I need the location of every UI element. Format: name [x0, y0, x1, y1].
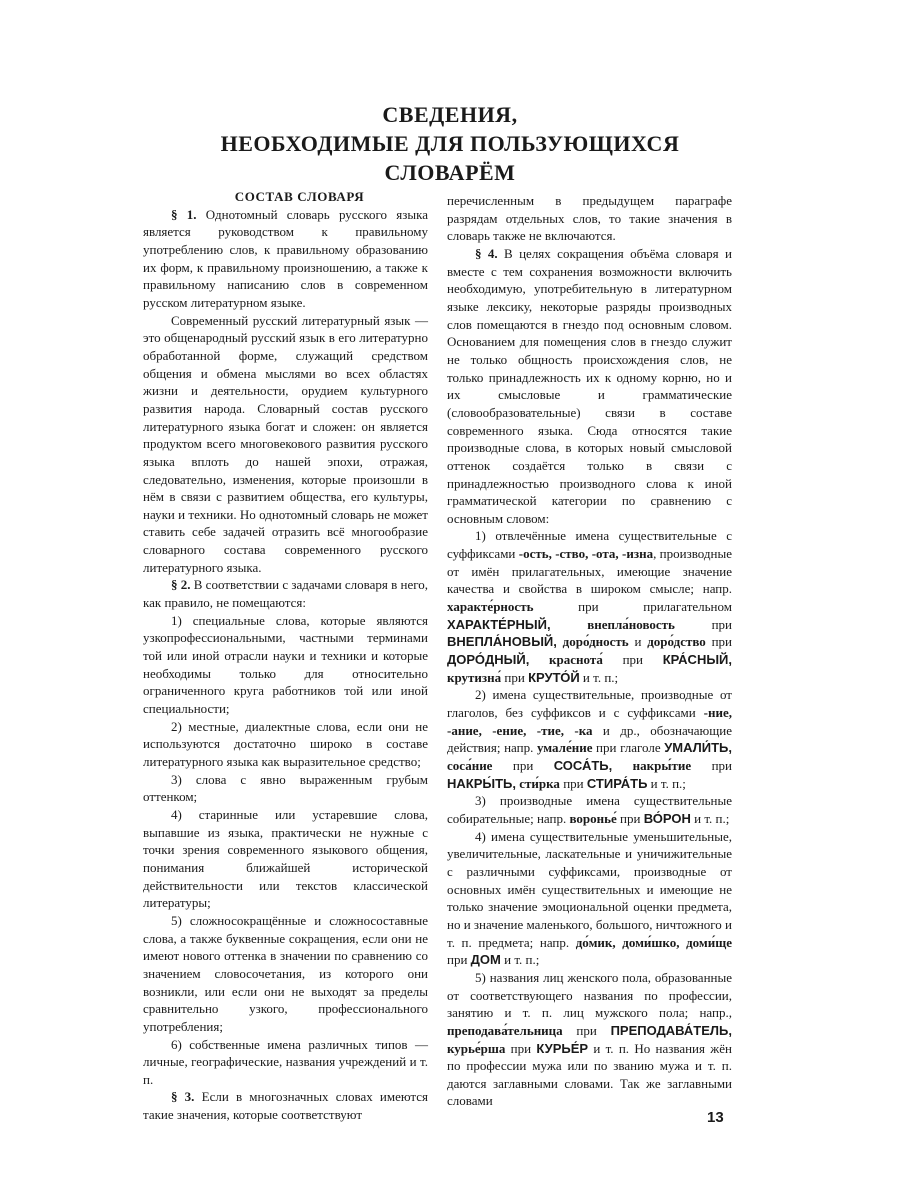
- headword-example: накры́тие: [632, 758, 692, 773]
- continued-paragraph: перечисленным в предыдущем параграфе разрядам отдельных слов, то такие значения в словарь также не включаются.: [447, 193, 732, 244]
- title-line-3: СЛОВАРЁМ: [384, 160, 516, 185]
- list-item-2: 2) местные, диалектные слова, если они не используются достаточно широко в составе литературного языка как выразительное средство;: [143, 718, 428, 769]
- paragraph-3: [143, 576, 428, 611]
- category-item-5: 5) названия лиц женского пола, образованные от соответствующего названия по профессии, занятию и т. п. лиц мужского пола; напр., преподава́тельница при ПРЕПОДАВА́ТЕЛЬ, курье́рша при КУРЬЕ́Р и т. п. Но названия жён по профессии мужа или по званию мужа и т. п. даются заглавными словами. Так же заглавными словами: [447, 969, 732, 1109]
- paragraph-number: § 2.: [171, 577, 191, 593]
- headword-example: до́мик, доми́шко,: [575, 934, 680, 950]
- paragraph-text: В целях сокращения объёма словаря и вместе с тем сохранения возможности включить необходимую, употребительную в литературном языке лексику, некоторые разряды производных слов помещаются в гнездо под основным словом. Основанием для помещения слов в гнездо служит не только общность происхождения слов, не только принадлежность их к одному корню, но и их смысловые и грамматические (словообразовательные) связи в составе современного языка. Сюда относятся такие производные слова, в которых новый смысловой оттенок создаётся только в связи с принадлежностью производного слова к иной грамматической категории по сравнению с основным словом:: [447, 245, 732, 526]
- capital-headword: ВО́РОН: [643, 810, 691, 826]
- paragraph-text: Однотомный словарь русского языка является руководством к правильному употреблению слов, к правильному образованию их форм, к правильному произношению, а также к правильному написанию слов в современном русском литературном языке.: [143, 206, 429, 310]
- paragraph-number: § 1.: [171, 206, 197, 222]
- list-item-6: 6) собственные имена различных типов — личные, географические, названия учреждений и т. п.: [143, 1036, 428, 1087]
- capital-headword: СОСА́ТЬ,: [553, 758, 613, 773]
- suffix-list: -ость, -ство, -ота, -изна: [518, 546, 654, 562]
- capital-headword: ДОРО́ДНЫЙ,: [447, 652, 530, 668]
- headword-example: умале́ние: [536, 740, 593, 756]
- capital-headword: КУРЬЕ́Р: [536, 1040, 589, 1056]
- list-item-4: 4) старинные или устаревшие слова, выпавшие из языка, практически не нужные с точки зрения современного языкового общения, понимания ближайшей исторической действительности или текстов классической литературы;: [143, 806, 428, 911]
- capital-headword: КРУТО́Й: [528, 669, 580, 685]
- headword-example: преподава́тельница: [447, 1022, 563, 1038]
- title-line-2: НЕОБХОДИМЫЕ ДЛЯ ПОЛЬЗУЮЩИХСЯ: [220, 131, 680, 156]
- page-number: 13: [707, 1109, 724, 1126]
- capital-headword: ПРЕПОДАВА́ТЕЛЬ,: [610, 1022, 732, 1038]
- capital-headword: СТИРА́ТЬ: [586, 775, 648, 791]
- capital-headword: ХАРАКТЕ́РНЫЙ,: [447, 616, 551, 632]
- category-item-2: 2) имена существительные, производные от глаголов, без суффиксов и с суффиксами -ние, -ание, -ение, -тие, -ка и др., обозначающие действия; напр. умале́ние при глаголе УМАЛИ́ТЬ, соса́ние при СОСА́ТЬ, накры́тие при НАКРЫ́ТЬ, сти́рка при СТИРА́ТЬ и т. п.;: [447, 687, 733, 791]
- headword-example: воронье́: [569, 810, 617, 826]
- headword-example: курье́рша: [447, 1040, 506, 1056]
- paragraph-text: Если в многозначных словах имеются такие значения, которые соответствуют: [143, 1089, 428, 1123]
- list-item-5: 5) сложносокращённые и сложносоставные слова, а также буквенные сокращения, если они не имеют нового оттенка в значении по сравнению со значением словосочетания, из которого они возникли, или если они не выходят за пределы сравнительно узкого, профессионального употребления;: [143, 912, 428, 1034]
- section-heading: СОСТАВ СЛОВАРЯ: [234, 189, 365, 204]
- right-column: [447, 192, 732, 1110]
- left-column: [143, 188, 428, 1124]
- suffix-list: -ние, -ание, -ение, -тие, -ка: [447, 705, 732, 738]
- headword-example: крутизна́: [447, 669, 502, 685]
- headword-example: характе́рность: [447, 599, 534, 615]
- category-item-3: 3) производные имена существительные собирательные; напр. воронье́ при ВО́РОН и т. п.;: [447, 793, 732, 826]
- list-item-3: 3) слова с явно выраженным грубым оттенком;: [143, 771, 428, 805]
- paragraph-5: [447, 245, 732, 528]
- paragraph-text: В соответствии с задачами словаря в него, как правило, не помещаются:: [143, 577, 429, 611]
- headword-example: внепла́новость: [587, 616, 675, 632]
- category-item-1: 1) отвлечённые имена существительные с суффиксами -ость, -ство, -ота, -изна, производные от имён прилагательных, имеющие значение качества и свойства в широком смысле; напр. характе́рность при прилагательном ХАРАКТЕ́РНЫЙ, внепла́новость при ВНЕПЛА́НОВЫЙ, доро́дность и доро́дство при ДОРО́ДНЫЙ, краснота́ при КРА́СНЫЙ, крутизна́ при КРУТО́Й и т. п.;: [447, 528, 733, 685]
- paragraph-number: § 3.: [171, 1089, 195, 1105]
- page-title: [0, 100, 900, 187]
- paragraph-4: [143, 1088, 428, 1123]
- headword-example: соса́ние: [447, 758, 493, 773]
- headword-example: сти́рка: [519, 775, 560, 791]
- capital-headword: ВНЕПЛА́НОВЫЙ,: [447, 634, 557, 650]
- headword-example: доро́дность: [562, 634, 629, 650]
- headword-example: доро́дство: [647, 634, 706, 650]
- title-line-1: СВЕДЕНИЯ,: [382, 102, 518, 127]
- paragraph-1: [143, 206, 428, 312]
- capital-headword: ДОМ: [470, 952, 501, 968]
- capital-headword: КРА́СНЫЙ,: [662, 652, 733, 668]
- paragraph-2: Современный русский литературный язык — это общенародный русский язык в его литературно обработанной форме, служащий средством общения и обмена мыслями во всех областях жизни и деятельности, орудием культурного развития народа. Словарный состав русского литературного языка богат и сложен: он является продуктом всего многовекового развития русского языка вплоть до нашей эпохи, отражая, следовательно, изменения, которые произошли в нём в связи с развитием общества, его культуры, науки и техники. Но однотомный словарь не может ставить себе задачей отразить всё многообразие словарного состава современного русского литературного языка.: [143, 312, 428, 575]
- capital-headword: УМАЛИ́ТЬ,: [664, 740, 733, 756]
- capital-headword: НАКРЫ́ТЬ,: [447, 775, 517, 791]
- headword-example: краснота́: [549, 652, 603, 668]
- list-item-1: 1) специальные слова, которые являются узкопрофессиональными, частными терминами той или иной отрасли науки и техники и которые необходимы только для относительно ограниченного круга работников той или иной специальности;: [143, 612, 428, 717]
- category-item-4: 4) имена существительные уменьшительные, увеличительные, ласкательные и уничижительные с различными суффиксами, производные от основных имён существительных и имеющие не только значение эмоциональной оценки предмета, но и значение маленького, большого, ничтожного и т. п. предмета; напр. до́мик, доми́шко, доми́ще при ДОМ и т. п.;: [447, 828, 733, 968]
- paragraph-number: § 4.: [475, 245, 498, 261]
- headword-example: доми́ще: [686, 934, 733, 950]
